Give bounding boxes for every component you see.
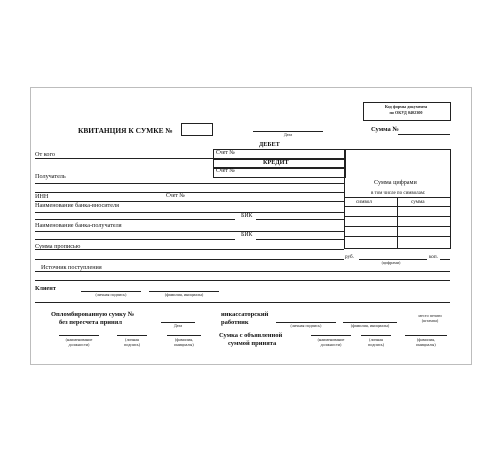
bottom-right-signature-line2: подпись) [368, 342, 384, 347]
summa-ciframi-label: Сумма цифрами [374, 179, 417, 186]
ciframi-caption: (цифрами) [381, 260, 401, 265]
ot-kogo-label: От кого [35, 151, 55, 158]
klient-name-caption: (фамилия, инициалы) [164, 292, 204, 297]
poluchatel-line [35, 183, 344, 184]
sumka-line1: Сумка с объявленной [219, 332, 283, 339]
simvol-header: символ [356, 199, 372, 205]
bank-receiver-line [35, 231, 344, 232]
bottom-signature-line1: (личная [125, 337, 139, 342]
bank-sender-label: Наименование банка-вносителя [35, 202, 119, 209]
bottom-right-name-line2: инициалы) [416, 342, 436, 347]
sum-block-right-border [450, 149, 451, 249]
poluchatel-line-2 [35, 192, 344, 193]
form-code-line1: Код формы документа [384, 104, 428, 109]
section-separator [35, 302, 450, 303]
summa-propisyu-label: Сумма прописью [35, 243, 81, 250]
sumka-line2: суммой принята [228, 340, 277, 347]
klient-signature-caption: (личная подпись) [95, 292, 127, 297]
kop-label: коп. [429, 254, 438, 260]
bottom-right-signature-line1: (личная [369, 337, 383, 342]
receipt-form [30, 87, 472, 365]
bottom-position-line2: должности) [68, 342, 90, 347]
symbols-row-2 [344, 226, 450, 227]
istochnik-line-2 [35, 280, 450, 281]
bottom-name-line2: инициалы) [174, 342, 194, 347]
bik-receiver-line [256, 239, 344, 240]
kop-line [440, 259, 450, 260]
poluchatel-label: Получатель [35, 173, 66, 180]
symbols-divider [397, 197, 398, 249]
bik-receiver-label: БИК [241, 232, 253, 238]
bottom-right-name-line1: (фамилия, [416, 337, 436, 342]
bik-sender-line [256, 219, 344, 220]
bottom-name-line [167, 335, 201, 336]
symbols-row-1 [344, 216, 450, 217]
inkass-signature-caption: (личная подпись) [290, 323, 322, 328]
summa-propisyu-line [35, 249, 344, 250]
oplomb-line1: Опломбированную сумку № [51, 311, 135, 318]
bottom-right-position-line2: должности) [320, 342, 342, 347]
bottom-position-line1: (наименование [65, 337, 93, 342]
kredit-label: КРЕДИТ [263, 159, 289, 166]
bank-sender-line [35, 212, 344, 213]
klient-label: Клиент [35, 285, 56, 292]
symbols-row-3 [344, 236, 450, 237]
inkass-line2: работник [221, 319, 249, 326]
mesto-pechati-line2: (штампа) [421, 318, 439, 323]
bottom-right-position-line1: (наименование [317, 337, 345, 342]
receipt-title: КВИТАНЦИЯ К СУМКЕ № [78, 126, 173, 135]
form-code-line2: по ОКУД 0402300 [389, 110, 423, 115]
symbols-bottom-line [344, 248, 450, 249]
bik-sender-label: БИК [241, 213, 253, 219]
inn-label: ИНН [35, 193, 49, 200]
summa-number-label: Сумма № [371, 126, 399, 133]
bottom-right-signature-line [361, 335, 391, 336]
bottom-signature-line [117, 335, 147, 336]
date-label: Дата [283, 132, 293, 137]
bottom-right-position-line [311, 335, 351, 336]
istochnik-label: Источник поступления [41, 264, 102, 271]
bank-sender-line-2 [35, 219, 235, 220]
rub-label: руб. [345, 254, 354, 260]
mesto-pechati-line1: место печати [418, 313, 442, 318]
bottom-name-line1: (фамилия, [174, 337, 194, 342]
v-tom-chisle-label: в том числе по символам: [371, 191, 426, 196]
bag-number-box[interactable] [181, 123, 213, 136]
summa-propisyu-line-2 [35, 259, 344, 260]
bottom-position-line [59, 335, 99, 336]
inn-account-label: Счет № [166, 193, 185, 199]
bottom-right-name-line [405, 335, 447, 336]
istochnik-line [35, 271, 450, 272]
debet-account-label: Счет № [216, 150, 235, 156]
date-small-caption: Дата [173, 323, 183, 328]
debet-label: ДЕБЕТ [259, 141, 280, 148]
kredit-account-label: Счет № [216, 168, 235, 174]
bank-receiver-line-2 [35, 239, 235, 240]
inkass-line1: инкассаторский [221, 311, 269, 318]
oplomb-line2: без пересчета принял [59, 319, 122, 326]
inkass-name-caption: (фамилия, инициалы) [350, 323, 390, 328]
summa-number-line [398, 134, 450, 135]
summa-header: сумма [411, 199, 425, 205]
bottom-signature-line2: подпись) [124, 342, 140, 347]
bank-receiver-label: Наименование банка-получателя [35, 222, 122, 229]
ot-kogo-line [35, 158, 213, 159]
